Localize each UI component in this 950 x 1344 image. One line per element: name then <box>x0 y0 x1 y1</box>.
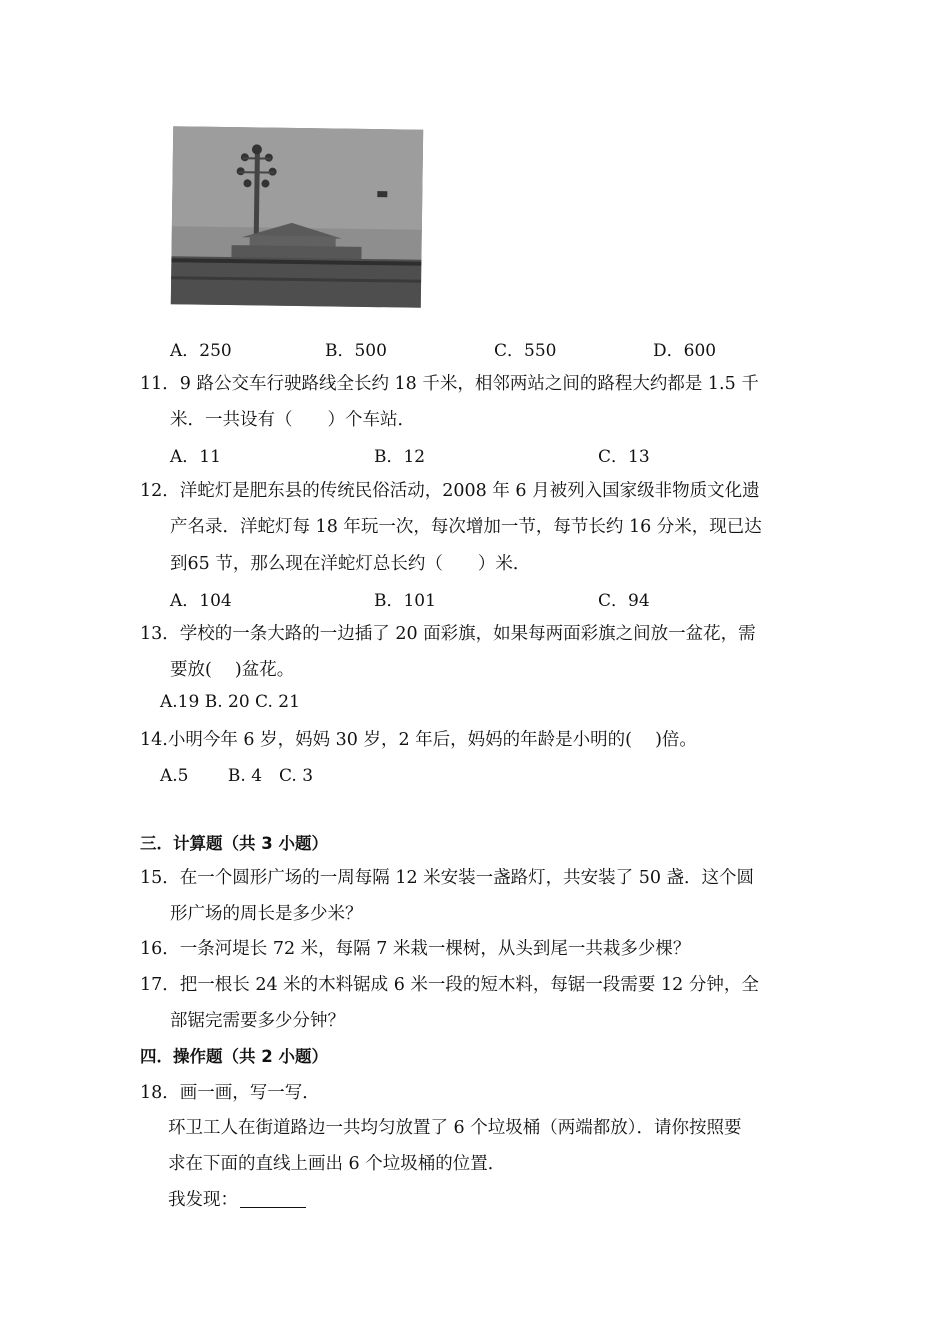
monument-photo <box>171 126 423 307</box>
q18-text-line3: 求在下面的直线上画出 6 个垃圾桶的位置． <box>168 1154 506 1174</box>
q13-text-line1: 13．学校的一条大路的一边插了 20 面彩旗，如果每两面彩旗之间放一盆花，需 <box>140 624 756 644</box>
q10-option-a: A．250 <box>170 341 232 361</box>
q15-text-line2: 形广场的周长是多少米？ <box>170 904 363 924</box>
q13-text-line2: 要放( )盆花。 <box>170 660 295 680</box>
q14-options: A.5 B. 4 C. 3 <box>160 766 314 786</box>
q18-answer-row <box>168 1186 306 1211</box>
q16-text-line1: 16．一条河堤长 72 米，每隔 7 米栽一棵树，从头到尾一共栽多少棵？ <box>140 939 691 959</box>
q11-option-a: A．11 <box>170 447 221 467</box>
q14-text-line1: 14.小明今年 6 岁，妈妈 30 岁，2 年后，妈妈的年龄是小明的( )倍。 <box>140 730 697 750</box>
q15-text-line1: 15．在一个圆形广场的一周每隔 12 米安装一盏路灯，共安装了 50 盏．这个圆 <box>140 868 755 888</box>
q18-answer-blank[interactable] <box>240 1207 306 1208</box>
q10-option-b: B．500 <box>325 341 387 361</box>
q12-text-line1: 12．洋蛇灯是肥东县的传统民俗活动，2008 年 6 月被列入国家级非物质文化遗 <box>140 481 760 501</box>
section-3-title: 三．计算题（共 3 小题） <box>140 834 328 853</box>
q12-option-c: C．94 <box>598 591 650 611</box>
q12-option-a: A．104 <box>170 591 232 611</box>
section-4-title: 四．操作题（共 2 小题） <box>140 1047 328 1066</box>
q11-text-line1: 11．9 路公交车行驶路线全长约 18 千米，相邻两站之间的路程大约都是 1.5 千 <box>140 374 759 394</box>
q12-text-line3: 到65 节，那么现在洋蛇灯总长约（ ）米． <box>170 554 531 574</box>
q11-option-c: C．13 <box>598 447 650 467</box>
q18-discovery-label: 我发现： <box>168 1190 238 1210</box>
q10-option-c: C．550 <box>494 341 557 361</box>
q18-text-line1: 18．画一画，写一写． <box>140 1083 320 1103</box>
q18-text-line2: 环卫工人在街道路边一共均匀放置了 6 个垃圾桶（两端都放）．请你按照要 <box>168 1118 742 1138</box>
q17-text-line1: 17．把一根长 24 米的木料锯成 6 米一段的短木料，每锯一段需要 12 分钟，全 <box>140 975 759 995</box>
q11-option-b: B．12 <box>374 447 426 467</box>
q10-option-d: D．600 <box>653 341 717 361</box>
q12-text-line2: 产名录．洋蛇灯每 18 年玩一次，每次增加一节，每节长约 16 分米，现已达 <box>170 517 762 537</box>
q12-option-b: B．101 <box>374 591 436 611</box>
q17-text-line2: 部锯完需要多少分钟？ <box>170 1011 345 1031</box>
q13-options: A.19 B. 20 C. 21 <box>160 692 300 712</box>
q11-text-line2: 米．一共设有（ ）个车站． <box>170 410 415 430</box>
